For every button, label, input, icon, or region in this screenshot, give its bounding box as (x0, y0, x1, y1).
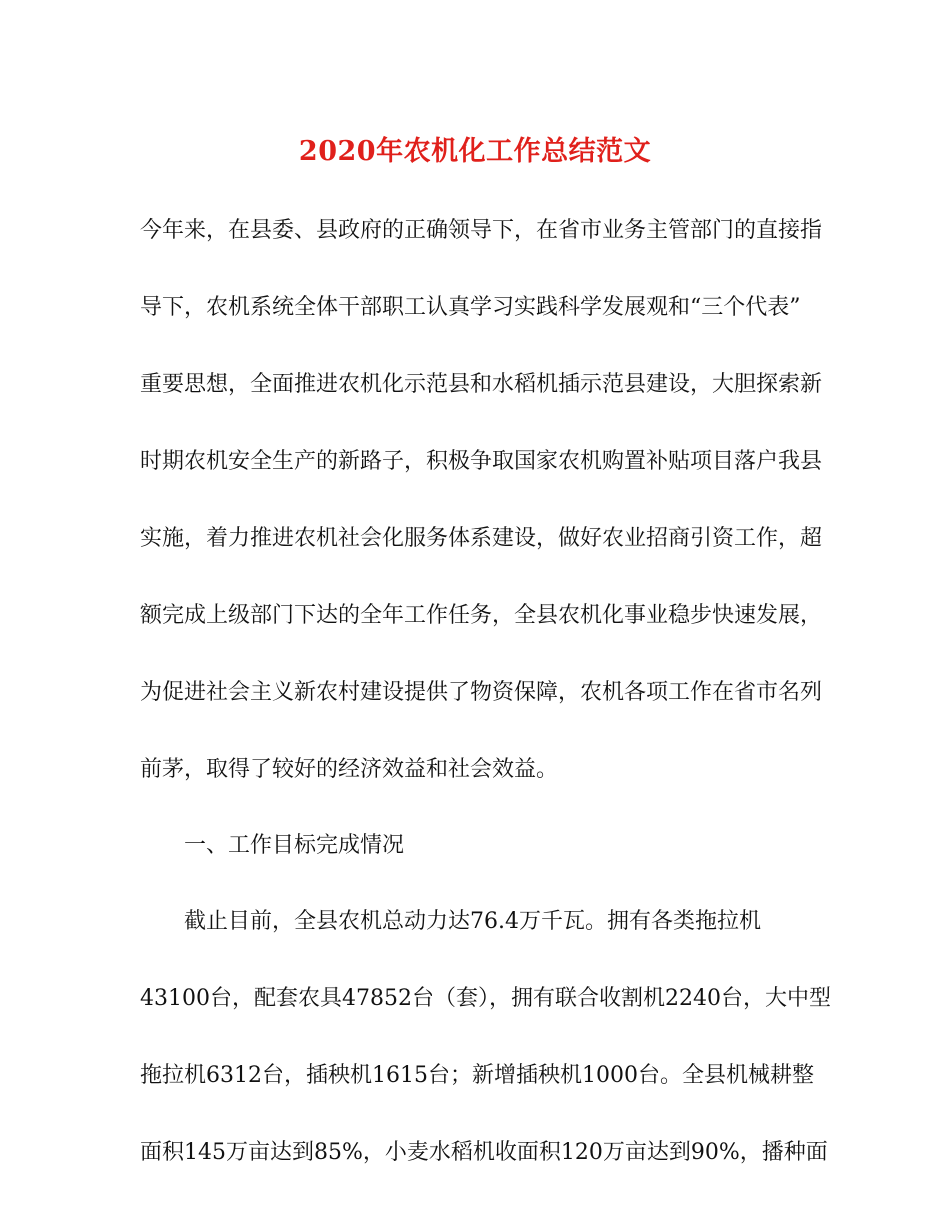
paragraph-line: 额完成上级部门下达的全年工作任务，全县农机化事业稳步快速发展， (140, 603, 823, 628)
paragraph-line: 今年来，在县委、县政府的正确领导下，在省市业务主管部门的直接指 (140, 218, 823, 243)
paragraph-line: 时期农机安全生产的新路子，积极争取国家农机购置补贴项目落户我县 (140, 449, 823, 474)
paragraph-line: 导下，农机系统全体干部职工认真学习实践科学发展观和“三个代表” (140, 295, 801, 320)
paragraph-line: 拖拉机6312台，插秧机1615台；新增插秧机1000台。全县机械耕整 (140, 1063, 814, 1088)
paragraph-line: 截止目前，全县农机总动力达76.4万千瓦。拥有各类拖拉机 (184, 909, 761, 934)
paragraph-line: 重要思想，全面推进农机化示范县和水稻机插示范县建设，大胆探索新 (140, 372, 823, 397)
section-heading: 一、工作目标完成情况 (184, 833, 405, 858)
paragraph-line: 为促进社会主义新农村建设提供了物资保障，农机各项工作在省市名列 (140, 680, 823, 705)
paragraph-line: 面积145万亩达到85%，小麦水稻机收面积120万亩达到90%，播种面 (140, 1140, 828, 1165)
paragraph-line: 43100台，配套农具47852台（套），拥有联合收割机2240台，大中型 (140, 986, 831, 1011)
paragraph-line: 前茅，取得了较好的经济效益和社会效益。 (140, 757, 559, 782)
document-title: 2020年农机化工作总结范文 (298, 136, 652, 167)
paragraph-line: 实施，着力推进农机社会化服务体系建设，做好农业招商引资工作，超 (140, 526, 823, 551)
